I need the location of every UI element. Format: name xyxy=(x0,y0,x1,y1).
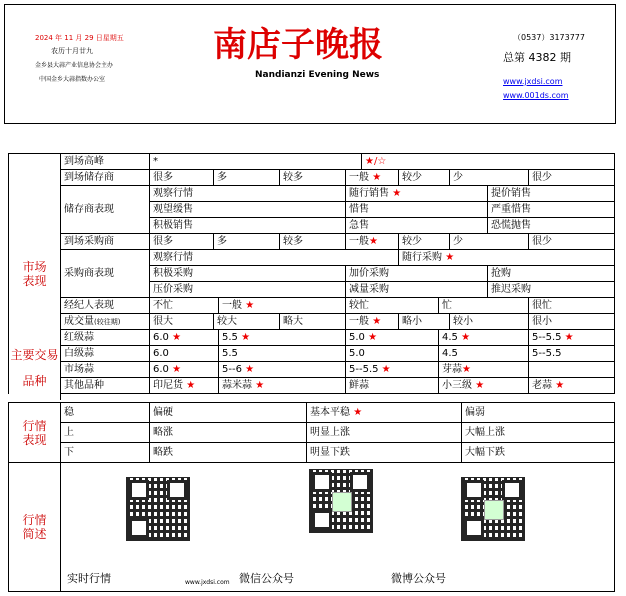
broker-opt: 忙 xyxy=(439,298,529,314)
qr-code-wechat[interactable] xyxy=(309,469,373,533)
issue-date: 2024 年 11 月 29 日星期五 xyxy=(35,34,124,42)
storage-arrival-opt: 少 xyxy=(450,170,529,186)
purchase-arrival-opt: 少 xyxy=(450,234,529,250)
trend-name: 上 xyxy=(61,423,150,443)
volume-opt: 很小 xyxy=(529,314,615,330)
issue-number: 总第 4382 期 xyxy=(503,51,571,64)
trend-name: 稳 xyxy=(61,403,150,423)
section-trend: 行情表现 xyxy=(9,403,61,463)
purchase-behavior-label: 采购商表现 xyxy=(61,250,150,298)
variety-price: 4.5 ★ xyxy=(439,330,529,346)
variety-name: 白级蒜 xyxy=(61,346,150,362)
website-link-2[interactable]: www.001ds.com xyxy=(503,91,569,100)
storage-behavior-opt: 随行销售 ★ xyxy=(346,186,488,202)
trend-opt: 大幅上涨 xyxy=(462,423,615,443)
trend-opt: 偏弱 xyxy=(462,403,615,423)
storage-arrival-opt: 一般 xyxy=(349,171,369,183)
purchase-behavior-opt: 推迟采购 xyxy=(488,282,615,298)
storage-arrival-star: ★ xyxy=(372,171,382,183)
trend-opt: 明显上涨 xyxy=(307,423,462,443)
purchase-behavior-opt: 积极采购 xyxy=(150,266,346,282)
volume-opt: 较大 xyxy=(214,314,280,330)
website-link-1[interactable]: www.jxdsi.com xyxy=(503,77,563,86)
qr-code-weibo[interactable] xyxy=(461,477,525,541)
sponsor: 金乡县大蒜产业信息协会主办 xyxy=(35,62,114,69)
section-varieties-label: 主要交易品种 xyxy=(9,342,61,400)
section-brief: 行情简述 xyxy=(9,463,61,592)
brief-watermark: www.jxdsi.com xyxy=(185,579,230,586)
storage-behavior-opt: 提价销售 xyxy=(488,186,615,202)
wechat-logo-icon xyxy=(332,492,352,512)
purchase-arrival-label: 到场采购商 xyxy=(61,234,150,250)
variety-price: 6.0 ★ xyxy=(150,362,219,378)
weibo-logo-icon xyxy=(484,500,504,520)
trend-opt: 偏硬 xyxy=(150,403,307,423)
lunar-date: 农历十月廿九 xyxy=(51,47,93,55)
volume-label-note: (较往期) xyxy=(94,317,121,326)
broker-opt: 不忙 xyxy=(150,298,219,314)
volume-label: 成交量 xyxy=(64,315,94,327)
variety-price: 5--5.5 ★ xyxy=(346,362,439,378)
trend-opt: 大幅下跌 xyxy=(462,443,615,463)
variety-price: 6.0 xyxy=(150,346,219,362)
storage-behavior-opt: 严重惜售 xyxy=(488,202,615,218)
variety-price: 5--5.5 ★ xyxy=(529,330,615,346)
storage-arrival-opt: 很多 xyxy=(150,170,214,186)
trend-opt: 略涨 xyxy=(150,423,307,443)
broker-opt: 较忙 xyxy=(346,298,439,314)
trend-table xyxy=(8,402,615,592)
purchase-behavior-opt: 抢购 xyxy=(488,266,615,282)
trend-opt: 基本平稳 ★ xyxy=(307,403,462,423)
storage-behavior-opt: 恐慌抛售 xyxy=(488,218,615,234)
broker-opt: 一般 ★ xyxy=(219,298,346,314)
variety-price: 6.0 ★ xyxy=(150,330,219,346)
purchase-arrival-opt: 较少 xyxy=(399,234,450,250)
variety-price: 小三级 ★ xyxy=(439,378,529,394)
storage-behavior-opt: 急售 xyxy=(346,218,488,234)
volume-opt: 略大 xyxy=(280,314,346,330)
trend-opt: 明显下跌 xyxy=(307,443,462,463)
phone: （0537）3173777 xyxy=(513,33,585,42)
purchase-arrival-opt: 较多 xyxy=(280,234,346,250)
variety-price: 5.0 xyxy=(346,346,439,362)
storage-arrival-opt: 很少 xyxy=(529,170,615,186)
purchase-arrival-opt: 很少 xyxy=(529,234,615,250)
newspaper-title: 南店子晚报 xyxy=(213,25,383,65)
variety-price: 蒜米蒜 ★ xyxy=(219,378,346,394)
variety-name: 市场蒜 xyxy=(61,362,150,378)
storage-behavior-opt: 积极销售 xyxy=(150,218,346,234)
broker-label: 经纪人表现 xyxy=(61,298,150,314)
brief-label-wechat: 微信公众号 xyxy=(239,572,294,585)
purchase-behavior-opt: 观察行情 xyxy=(150,250,399,266)
variety-price: 5--6 ★ xyxy=(219,362,346,378)
volume-opt: 很大 xyxy=(150,314,214,330)
variety-name: 其他品种 xyxy=(61,378,150,394)
purchase-behavior-opt: 随行采购 ★ xyxy=(399,250,615,266)
masthead xyxy=(4,4,616,124)
variety-price: 印尼货 ★ xyxy=(150,378,219,394)
volume-opt: 一般 ★ xyxy=(346,314,399,330)
variety-price: 4.5 xyxy=(439,346,529,362)
office: 中国金乡大蒜指数办公室 xyxy=(39,76,106,83)
brief-label-realtime: 实时行情 xyxy=(67,572,111,585)
brief-area xyxy=(61,463,615,592)
storage-behavior-opt: 观望缓售 xyxy=(150,202,346,218)
trend-name: 下 xyxy=(61,443,150,463)
purchase-behavior-opt: 加价采购 xyxy=(346,266,488,282)
variety-price: 5.5 xyxy=(219,346,346,362)
variety-price: 鲜蒜 xyxy=(346,378,439,394)
volume-opt: 较小 xyxy=(450,314,529,330)
purchase-arrival-opt: 多 xyxy=(214,234,280,250)
variety-price xyxy=(529,362,615,378)
purchase-arrival-opt: 一般★ xyxy=(346,234,399,250)
variety-name: 红级蒜 xyxy=(61,330,150,346)
section-market: 市场表现 xyxy=(9,154,61,394)
storage-arrival-opt: 多 xyxy=(214,170,280,186)
variety-price: 5.0 ★ xyxy=(346,330,439,346)
storage-behavior-label: 储存商表现 xyxy=(61,186,150,234)
broker-opt: 很忙 xyxy=(529,298,615,314)
storage-behavior-opt: 观察行情 xyxy=(150,186,346,202)
trend-opt: 略跌 xyxy=(150,443,307,463)
storage-arrival-opt: 较少 xyxy=(399,170,450,186)
purchase-behavior-opt: 减量采购 xyxy=(346,282,488,298)
variety-price: 5--5.5 xyxy=(529,346,615,362)
arrival-peak-value: * xyxy=(150,154,362,170)
newspaper-subtitle: Nandianzi Evening News xyxy=(255,70,380,80)
storage-behavior-opt: 惜售 xyxy=(346,202,488,218)
purchase-behavior-opt: 压价采购 xyxy=(150,282,346,298)
market-report-table xyxy=(8,153,615,394)
qr-code-realtime[interactable] xyxy=(126,477,190,541)
purchase-arrival-opt: 很多 xyxy=(150,234,214,250)
variety-price: 5.5 ★ xyxy=(219,330,346,346)
storage-arrival-opt: 较多 xyxy=(280,170,346,186)
arrival-peak-rating: ★/☆ xyxy=(362,154,615,170)
brief-label-weibo: 微博公众号 xyxy=(391,572,446,585)
volume-opt: 略小 xyxy=(399,314,450,330)
variety-price: 芽蒜★ xyxy=(439,362,529,378)
storage-arrival-label: 到场储存商 xyxy=(61,170,150,186)
variety-price: 老蒜 ★ xyxy=(529,378,615,394)
arrival-peak-label: 到场高峰 xyxy=(61,154,150,170)
